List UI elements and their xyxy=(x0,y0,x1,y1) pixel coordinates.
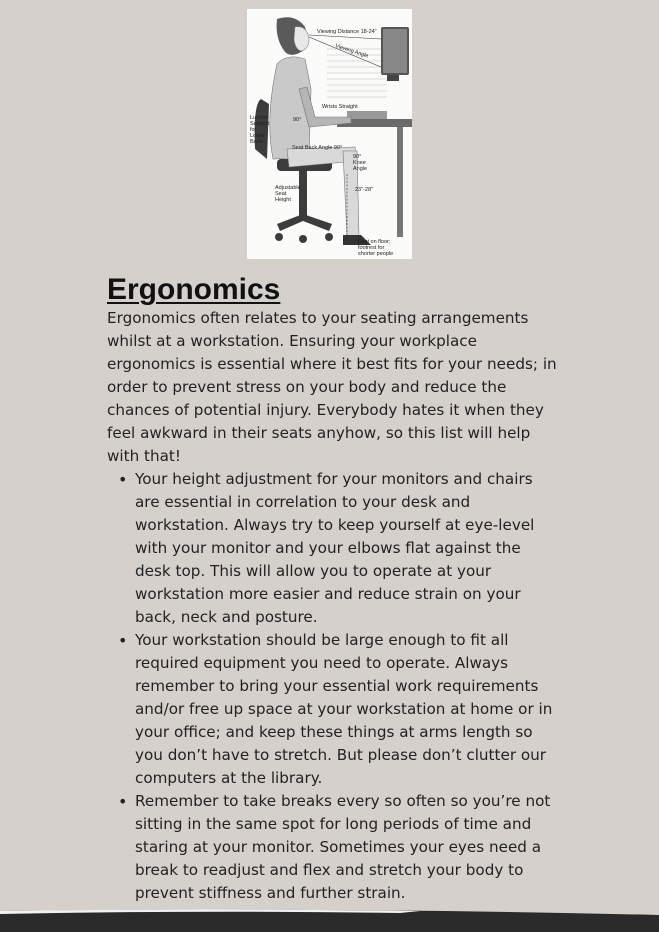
label-elbow-angle: 90° xyxy=(293,117,302,123)
measurement-lines xyxy=(309,35,381,237)
label-wrists-straight: Wrists Straight xyxy=(322,104,358,110)
monitor xyxy=(381,27,409,81)
label-feet-3: shorter people xyxy=(358,251,394,257)
label-viewing-distance: Viewing Distance 18-24" xyxy=(317,29,377,35)
ergonomic-workstation-diagram xyxy=(247,9,412,259)
label-knee-3: Angle xyxy=(353,166,368,172)
label-lumbar-2: Support xyxy=(250,121,270,127)
label-lumbar-4: Lower xyxy=(250,133,265,139)
label-lumbar-1: Lumbar xyxy=(250,115,269,121)
label-seat-back-angle: Seat Back Angle 90° xyxy=(292,145,343,151)
label-feet-2: footrest for xyxy=(358,245,385,251)
footer-bar xyxy=(0,905,659,932)
label-feet-1: Feet on floor; xyxy=(358,239,391,245)
label-knee-1: 90° xyxy=(353,154,362,160)
tips-list xyxy=(107,468,557,905)
label-viewing-angle: Viewing Angle xyxy=(334,43,370,60)
label-seat-2: Seat xyxy=(275,191,287,197)
list-item: • Your workstation should be large enough to fit all required equipment you need to operate. Always remember to bring your essential work requirements and/or free up space at your workstation at home or in your office; and keep these things at arms length so you don’t have to stretch. But please don’t clutter our computers at the library. xyxy=(135,629,557,790)
label-lumbar-3: for xyxy=(250,127,257,133)
label-knee-2: Knee xyxy=(353,160,366,166)
label-seat-3: Height xyxy=(275,197,291,203)
list-item: • Remember to take breaks every so often so you’re not sitting in the same spot for long periods of time and staring at your monitor. Sometimes your eyes need a break to readjust and flex and stretch your body to prevent stiffness and further strain. xyxy=(135,790,557,905)
label-lumbar-5: Back xyxy=(250,139,263,145)
article xyxy=(107,273,557,905)
page-title: Ergonomics xyxy=(107,273,281,306)
intro-paragraph: Ergonomics often relates to your seating arrangements whilst at a workstation. Ensuring your workplace ergonomics is essential where it best fits for your needs; in order to prevent stress on your body and reduce the chances of potential injury. Everybody hates it when they feel awkward in their seats anyhow, so this list will help with that! xyxy=(107,309,557,465)
list-item: • Your height adjustment for your monitors and chairs are essential in correlation to your desk and workstation. Always try to keep yourself at eye-level with your monitor and your elbows flat against the desk top. This will allow you to operate at your workstation more easier and reduce strain on your back, neck and posture. xyxy=(135,468,557,629)
label-seat-height: 23"-28" xyxy=(355,187,373,193)
label-seat-1: Adjustable xyxy=(275,185,301,191)
ergonomics-illustration xyxy=(247,9,412,259)
